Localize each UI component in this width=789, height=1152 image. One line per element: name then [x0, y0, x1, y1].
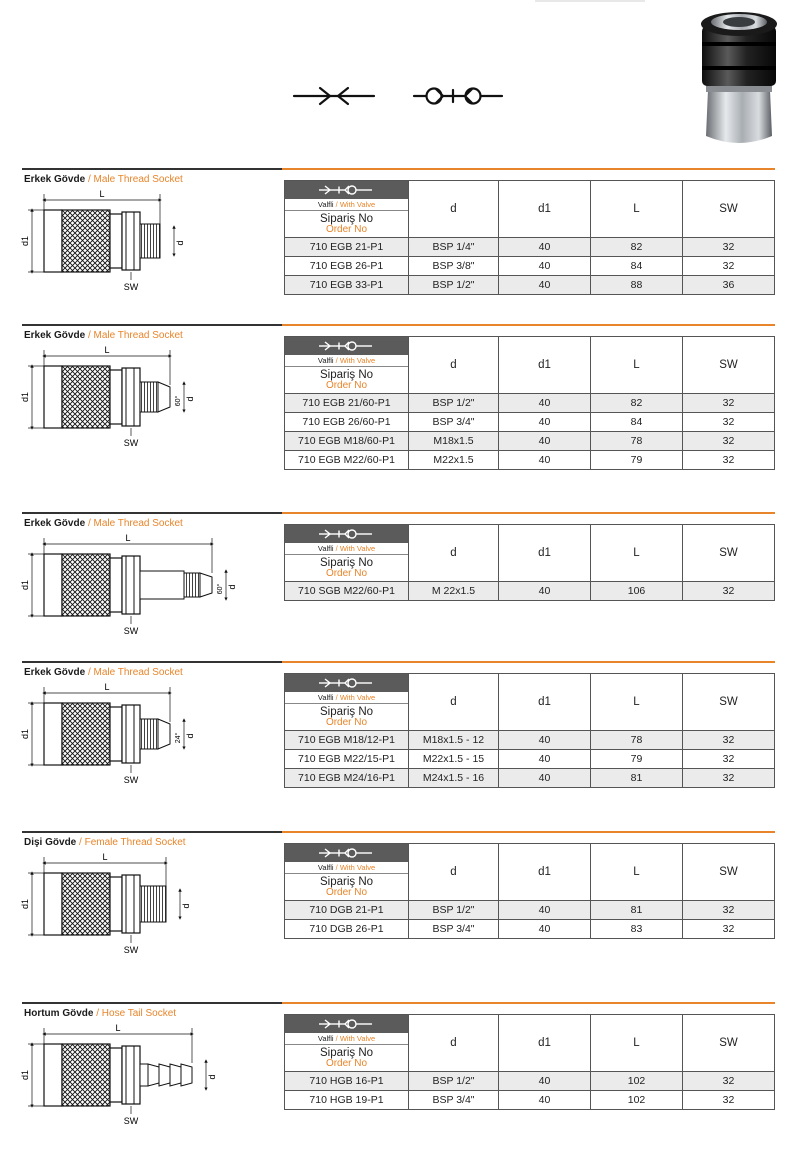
L-header: L	[591, 337, 683, 394]
d-header: d	[409, 337, 499, 394]
dim-L: L	[125, 533, 131, 543]
valveless-coupling-symbol-icon	[294, 88, 374, 104]
section-title-en: / Hose Tail Socket	[96, 1008, 177, 1019]
SW-cell: 32	[683, 920, 775, 939]
technical-drawing	[20, 1022, 260, 1152]
SW-cell: 32	[683, 257, 775, 276]
d1-cell: 40	[499, 901, 591, 920]
d-cell: BSP 1/2"	[409, 901, 499, 920]
section-title-tr: Erkek Gövde	[24, 667, 86, 678]
table-row	[285, 238, 775, 257]
SW-header: SW	[683, 844, 775, 901]
d-cell: M 22x1.5	[409, 582, 499, 601]
L-cell: 79	[591, 750, 683, 769]
dim-d1: d1	[20, 391, 30, 403]
coupling-symbols	[290, 78, 510, 114]
d-header: d	[409, 844, 499, 901]
SW-header: SW	[683, 337, 775, 394]
L-header: L	[591, 1015, 683, 1072]
order-no-header: Valfli / With Valve Sipariş No Order No	[285, 525, 409, 582]
technical-drawing	[20, 344, 260, 474]
order-no-cell: 710 EGB 26-P1	[285, 257, 409, 276]
L-header: L	[591, 674, 683, 731]
d1-cell: 40	[499, 920, 591, 939]
d-cell: BSP 3/4"	[409, 413, 499, 432]
valved-coupling-symbol-icon	[317, 1018, 377, 1030]
order-no-header: Valfli / With Valve Sipariş No Order No	[285, 337, 409, 394]
d1-cell: 40	[499, 769, 591, 788]
d-cell: BSP 1/2"	[409, 276, 499, 295]
d-header: d	[409, 674, 499, 731]
L-cell: 81	[591, 901, 683, 920]
SW-cell: 32	[683, 451, 775, 470]
spec-table	[284, 1014, 775, 1110]
d1-cell: 40	[499, 276, 591, 295]
section-rule	[22, 512, 775, 514]
d1-cell: 40	[499, 257, 591, 276]
d-cell: M22x1.5	[409, 451, 499, 470]
section-title-tr: Erkek Gövde	[24, 174, 86, 185]
table-row	[285, 1091, 775, 1110]
table-header	[285, 844, 775, 901]
d-cell: M18x1.5	[409, 432, 499, 451]
table-header	[285, 525, 775, 582]
dim-SW: SW	[123, 282, 139, 292]
SW-cell: 32	[683, 413, 775, 432]
table-row	[285, 257, 775, 276]
section-title-en: / Male Thread Socket	[87, 330, 183, 341]
SW-cell: 32	[683, 750, 775, 769]
spec-table	[284, 843, 775, 939]
section-rule	[22, 1002, 775, 1004]
dim-L: L	[104, 345, 110, 355]
L-cell: 88	[591, 276, 683, 295]
L-header: L	[591, 181, 683, 238]
section-title-tr: Hortum Gövde	[24, 1008, 94, 1019]
d1-cell: 40	[499, 582, 591, 601]
dim-d: d	[181, 903, 191, 909]
L-header: L	[591, 844, 683, 901]
SW-cell: 36	[683, 276, 775, 295]
order-no-header: Valfli / With Valve Sipariş No Order No	[285, 844, 409, 901]
section-title-tr: Dişi Gövde	[24, 837, 77, 848]
SW-header: SW	[683, 674, 775, 731]
table-row	[285, 769, 775, 788]
dim-d: d	[207, 1074, 217, 1080]
d1-cell: 40	[499, 750, 591, 769]
d-cell: BSP 3/8"	[409, 257, 499, 276]
dim-SW: SW	[123, 775, 139, 785]
section-title-en: / Male Thread Socket	[87, 174, 183, 185]
dim-thread-angle: 60°	[217, 583, 224, 595]
L-cell: 82	[591, 238, 683, 257]
table-row	[285, 750, 775, 769]
dim-SW: SW	[123, 438, 139, 448]
technical-drawing	[20, 532, 260, 662]
spec-table	[284, 524, 775, 601]
L-cell: 84	[591, 257, 683, 276]
SW-cell: 32	[683, 769, 775, 788]
order-no-cell: 710 EGB M18/60-P1	[285, 432, 409, 451]
d-header: d	[409, 525, 499, 582]
order-no-cell: 710 HGB 16-P1	[285, 1072, 409, 1091]
section-rule	[22, 661, 775, 663]
dim-L: L	[104, 682, 110, 692]
order-no-cell: 710 EGB M22/15-P1	[285, 750, 409, 769]
d1-cell: 40	[499, 394, 591, 413]
dim-d1: d1	[20, 235, 30, 247]
L-cell: 106	[591, 582, 683, 601]
d1-cell: 40	[499, 1091, 591, 1110]
d-cell: M18x1.5 - 12	[409, 731, 499, 750]
table-row	[285, 731, 775, 750]
section-title-en: / Male Thread Socket	[87, 667, 183, 678]
top-divider	[535, 0, 645, 2]
d-cell: M22x1.5 - 15	[409, 750, 499, 769]
section-title	[24, 518, 183, 529]
L-cell: 102	[591, 1091, 683, 1110]
SW-cell: 32	[683, 238, 775, 257]
d-cell: BSP 1/2"	[409, 1072, 499, 1091]
technical-drawing	[20, 681, 260, 811]
d-cell: BSP 3/4"	[409, 920, 499, 939]
section-title-en: / Female Thread Socket	[79, 837, 186, 848]
order-no-cell: 710 DGB 26-P1	[285, 920, 409, 939]
technical-drawing	[20, 851, 260, 981]
L-cell: 102	[591, 1072, 683, 1091]
dim-L: L	[99, 189, 105, 199]
SW-cell: 32	[683, 901, 775, 920]
table-row	[285, 413, 775, 432]
dim-SW: SW	[123, 945, 139, 955]
d1-cell: 40	[499, 731, 591, 750]
order-no-cell: 710 EGB 21-P1	[285, 238, 409, 257]
d1-header: d1	[499, 844, 591, 901]
section-title	[24, 837, 186, 848]
order-no-header: Valfli / With Valve Sipariş No Order No	[285, 181, 409, 238]
L-cell: 82	[591, 394, 683, 413]
dim-thread-angle: 24°	[175, 732, 182, 744]
section-title	[24, 1008, 176, 1019]
section-rule	[22, 831, 775, 833]
dim-d1: d1	[20, 728, 30, 740]
technical-drawing	[20, 188, 260, 318]
L-cell: 81	[591, 769, 683, 788]
SW-cell: 32	[683, 1091, 775, 1110]
order-no-cell: 710 EGB M22/60-P1	[285, 451, 409, 470]
d1-cell: 40	[499, 432, 591, 451]
order-no-cell: 710 EGB 26/60-P1	[285, 413, 409, 432]
section-title-tr: Erkek Gövde	[24, 330, 86, 341]
coupling-product-photo	[694, 4, 784, 150]
valved-coupling-symbol-icon	[317, 847, 377, 859]
dim-d1: d1	[20, 579, 30, 591]
order-no-cell: 710 EGB M18/12-P1	[285, 731, 409, 750]
table-row	[285, 1072, 775, 1091]
order-no-cell: 710 SGB M22/60-P1	[285, 582, 409, 601]
dim-d1: d1	[20, 898, 30, 910]
table-row	[285, 276, 775, 295]
d1-header: d1	[499, 674, 591, 731]
table-row	[285, 582, 775, 601]
d-cell: BSP 1/4"	[409, 238, 499, 257]
table-row	[285, 432, 775, 451]
order-no-cell: 710 EGB 33-P1	[285, 276, 409, 295]
SW-cell: 32	[683, 731, 775, 750]
order-no-cell: 710 EGB M24/16-P1	[285, 769, 409, 788]
order-no-header: Valfli / With Valve Sipariş No Order No	[285, 674, 409, 731]
d1-cell: 40	[499, 451, 591, 470]
SW-cell: 32	[683, 432, 775, 451]
section-title-en: / Male Thread Socket	[87, 518, 183, 529]
order-no-cell: 710 DGB 21-P1	[285, 901, 409, 920]
valved-coupling-symbol-icon	[317, 677, 377, 689]
d1-header: d1	[499, 525, 591, 582]
order-no-cell: 710 HGB 19-P1	[285, 1091, 409, 1110]
d1-cell: 40	[499, 238, 591, 257]
valved-coupling-symbol-icon	[414, 89, 502, 104]
order-no-cell: 710 EGB 21/60-P1	[285, 394, 409, 413]
dim-d: d	[175, 240, 185, 246]
dim-d: d	[185, 733, 195, 739]
table-row	[285, 901, 775, 920]
d1-header: d1	[499, 181, 591, 238]
table-header	[285, 674, 775, 731]
table-header	[285, 337, 775, 394]
L-cell: 79	[591, 451, 683, 470]
valved-coupling-symbol-icon	[317, 528, 377, 540]
valved-coupling-symbol-icon	[317, 340, 377, 352]
d-header: d	[409, 1015, 499, 1072]
SW-cell: 32	[683, 582, 775, 601]
SW-header: SW	[683, 1015, 775, 1072]
section-rule	[22, 168, 775, 170]
section-title	[24, 667, 183, 678]
d-header: d	[409, 181, 499, 238]
dim-SW: SW	[123, 626, 139, 636]
dim-thread-angle: 60°	[175, 395, 182, 407]
dim-SW: SW	[123, 1116, 139, 1126]
table-row	[285, 394, 775, 413]
d-cell: BSP 1/2"	[409, 394, 499, 413]
section-title-tr: Erkek Gövde	[24, 518, 86, 529]
L-header: L	[591, 525, 683, 582]
spec-table	[284, 180, 775, 295]
d1-header: d1	[499, 337, 591, 394]
dim-d1: d1	[20, 1069, 30, 1081]
table-header	[285, 1015, 775, 1072]
L-cell: 78	[591, 731, 683, 750]
valved-coupling-symbol-icon	[317, 184, 377, 196]
section-title	[24, 330, 183, 341]
d-cell: M24x1.5 - 16	[409, 769, 499, 788]
table-header	[285, 181, 775, 238]
dim-L: L	[102, 852, 108, 862]
dim-L: L	[115, 1023, 121, 1033]
table-row	[285, 920, 775, 939]
L-cell: 84	[591, 413, 683, 432]
dim-d: d	[185, 396, 195, 402]
order-no-header: Valfli / With Valve Sipariş No Order No	[285, 1015, 409, 1072]
SW-header: SW	[683, 181, 775, 238]
L-cell: 83	[591, 920, 683, 939]
spec-table	[284, 673, 775, 788]
section-rule	[22, 324, 775, 326]
L-cell: 78	[591, 432, 683, 451]
d1-header: d1	[499, 1015, 591, 1072]
spec-table	[284, 336, 775, 470]
d-cell: BSP 3/4"	[409, 1091, 499, 1110]
dim-d: d	[227, 584, 237, 590]
d1-cell: 40	[499, 1072, 591, 1091]
SW-header: SW	[683, 525, 775, 582]
SW-cell: 32	[683, 1072, 775, 1091]
SW-cell: 32	[683, 394, 775, 413]
section-title	[24, 174, 183, 185]
d1-cell: 40	[499, 413, 591, 432]
table-row	[285, 451, 775, 470]
